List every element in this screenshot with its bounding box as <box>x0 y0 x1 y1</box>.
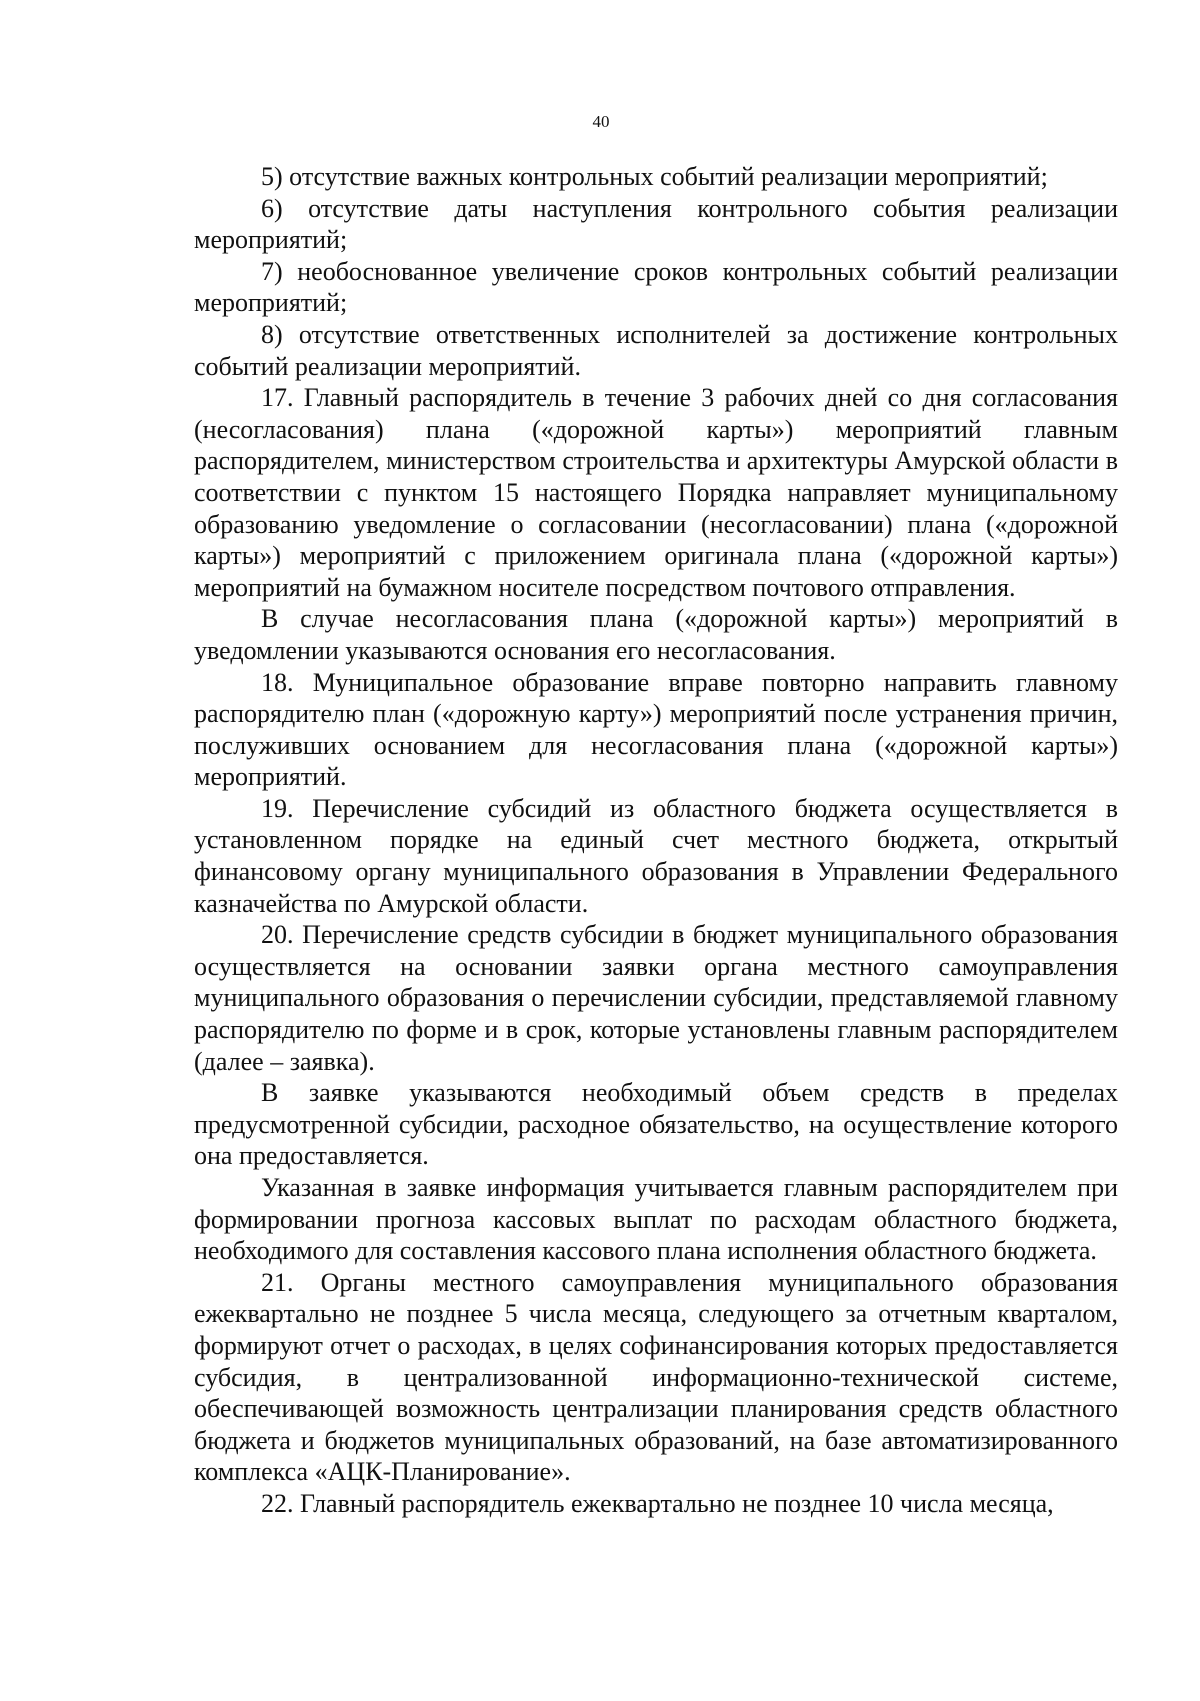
paragraph-22: 22. Главный распорядитель ежеквартально не позднее 10 числа месяца, <box>261 1488 1054 1518</box>
paragraph-20: 20. Перечисление средств субсидии в бюджет муниципального образования осуществляется на основании заявки органа местного самоуправления муниципального образования о перечислении субсидии, представляемой главному распорядителю по форме и в срок, которые установлены главным распорядителем (далее – заявка). <box>194 920 1118 1076</box>
paragraph-item-8: 8) отсутствие ответственных исполнителей за достижение контрольных событий реализации мероприятий. <box>194 319 1118 381</box>
paragraph-item-6: 6) отсутствие даты наступления контрольного события реализации мероприятий; <box>194 193 1118 255</box>
paragraph-17-note: В случае несогласования плана («дорожной карты») мероприятий в уведомлении указываются основания его несогласования. <box>194 604 1118 665</box>
paragraph-17: 17. Главный распорядитель в течение 3 рабочих дней со дня согласования (несогласования) плана («дорожной карты») мероприятий главным распорядителем, министерством строительства и архитектуры Амурской области в соответствии с пунктом 15 настоящего Порядка направляет муниципальному образованию уведомление о согласовании (несогласовании) плана («дорожной карты») мероприятий с приложением оригинала плана («дорожной карты») мероприятий на бумажном носителе посредством почтового отправления. <box>194 383 1118 602</box>
paragraph-18: 18. Муниципальное образование вправе повторно направить главному распорядителю план («дорожную карту») мероприятий после устранения причин, послуживших основанием для несогласования плана («дорожной карты») мероприятий. <box>194 667 1118 792</box>
paragraph-19: 19. Перечисление субсидий из областного бюджета осуществляется в установленном порядке на единый счет местного бюджета, открытый финансовому органу муниципального образования в Управлении Федерального казначейства по Амурской области. <box>194 793 1118 918</box>
document-body <box>194 161 1118 1520</box>
page-number: 40 <box>592 112 610 131</box>
paragraph-21: 21. Органы местного самоуправления муниципального образования ежеквартально не позднее 5 числа месяца, следующего за отчетным кварталом, формируют отчет о расходах, в целях софинансирования которых предоставляется субсидия, в централизованной информационно-технической системе, обеспечивающей возможность централизации планирования средств областного бюджета и бюджетов муниципальных образований, на базе автоматизированного комплекса «АЦК-Планирование». <box>194 1267 1118 1487</box>
paragraph-20-info: Указанная в заявке информация учитывается главным распорядителем при формировании прогноза кассовых выплат по расходам областного бюджета, необходимого для составления кассового плана исполнения областного бюджета. <box>194 1173 1118 1266</box>
paragraph-item-5: 5) отсутствие важных контрольных событий реализации мероприятий; <box>261 162 1048 191</box>
paragraph-item-7: 7) необоснованное увеличение сроков контрольных событий реализации мероприятий; <box>194 256 1118 318</box>
paragraph-20-request: В заявке указываются необходимый объем средств в пределах предусмотренной субсидии, расходное обязательство, на осуществление которого она предоставляется. <box>194 1078 1118 1171</box>
